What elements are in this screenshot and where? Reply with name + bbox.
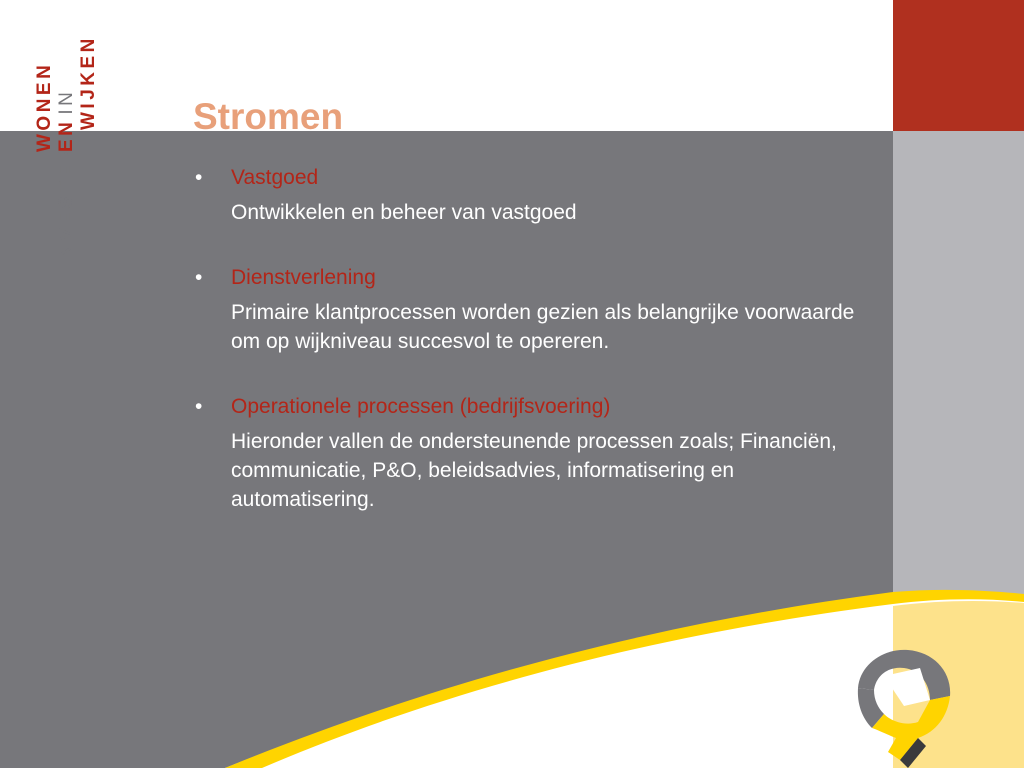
bullet-heading-text: Dienstverlening <box>231 266 376 289</box>
bullet-heading-text: Vastgoed <box>231 166 319 189</box>
bullet-body-text: Hieronder vallen de ondersteunende processen zoals; Financiën, communicatie, P&O, beleidsadvies, informatisering en automatisering. <box>231 430 837 511</box>
logo-column-2 <box>56 89 78 152</box>
list-item <box>193 392 863 514</box>
bullet-dot: • <box>195 395 203 418</box>
logo-column-3 <box>78 35 100 130</box>
bullet-body-text: Ontwikkelen en beheer van vastgoed <box>231 201 577 224</box>
bullet-heading <box>193 163 863 192</box>
bullet-body-text: Primaire klantprocessen worden gezien als belangrijke voorwaarde om op wijkniveau succesvol te opereren. <box>231 301 855 353</box>
logo-en: EN <box>56 118 77 152</box>
logo-line-invester <box>56 144 78 267</box>
logo-column-1 <box>34 62 56 152</box>
slide-title: Stromen <box>193 96 344 137</box>
red-corner-block <box>893 0 1024 131</box>
list-item <box>193 163 863 227</box>
list-item <box>193 263 863 356</box>
bullet-list <box>193 163 863 550</box>
bullet-heading-text: Operationele processen (bedrijfsvoering) <box>231 395 611 418</box>
logo-investeren-part: INVESTER <box>56 143 77 267</box>
bullet-dot: • <box>195 266 203 289</box>
logo-in: IN <box>56 88 77 115</box>
logo-wijken: WIJKEN <box>78 35 99 130</box>
bullet-dot: • <box>195 166 203 189</box>
logo-wonen: WONEN <box>34 61 55 152</box>
bullet-heading <box>193 392 863 421</box>
bullet-heading <box>193 263 863 292</box>
